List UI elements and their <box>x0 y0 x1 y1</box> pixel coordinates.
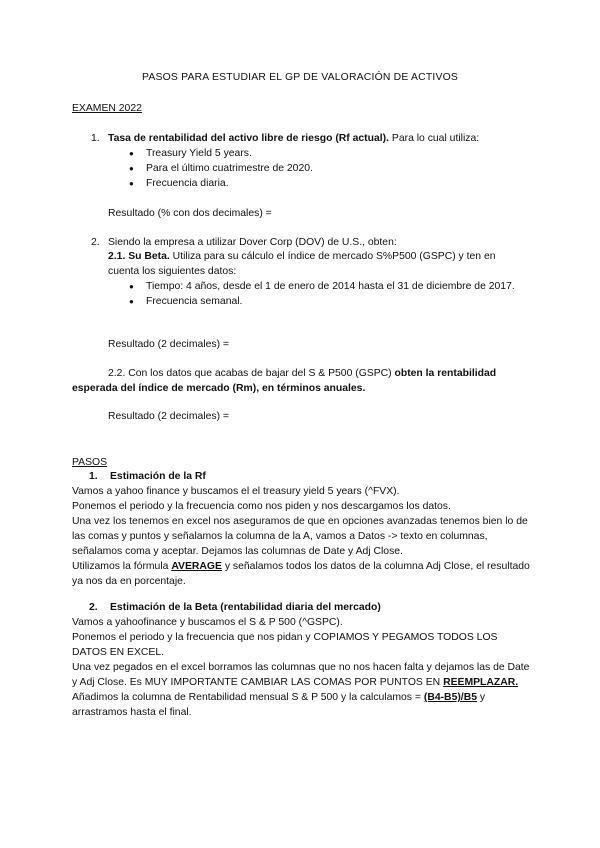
text: Añadimos la columna de Rentabilidad mensual S & P 500 y la calculamos = <box>72 692 424 703</box>
q1-heading-rest: Para lo cual utiliza: <box>389 133 480 144</box>
pasos-label: PASOS <box>72 457 108 468</box>
text: Utilizamos la fórmula <box>72 561 172 572</box>
list-item: ● Tiempo: 4 años, desde el 1 de enero de 2014 hasta el 31 de diciembre de 2017. <box>129 279 529 294</box>
list-item: ● Para el último cuatrimestre de 2020. <box>129 161 529 176</box>
paragraph: Ponemos el periodo y la frecuencia que nos pidan y COPIAMOS Y PEGAMOS TODOS LOS DATOS EN EXCEL. <box>72 632 498 658</box>
list-item: ● Frecuencia semanal. <box>129 294 529 309</box>
section-number: 2. <box>89 602 98 613</box>
formula-average: AVERAGE <box>171 561 222 572</box>
q2-sub2 <box>72 366 532 396</box>
paragraph: Vamos a yahoo finance y buscamos el el treasury yield 5 years (^FVX). <box>72 486 400 497</box>
list-item: ● Frecuencia diaria. <box>129 176 529 191</box>
q2-result1: Resultado (2 decimales) = <box>108 339 229 350</box>
q2-sub2-bold: obten la rentabilidad esperada del índice de mercado (Rm), en términos anuales. <box>72 368 497 394</box>
section-title: Estimación de la Rf <box>110 471 206 482</box>
pasos-section-1 <box>72 469 534 589</box>
q1-result: Resultado (% con dos decimales) = <box>108 208 272 219</box>
paragraph: Ponemos el periodo y la frecuencia como nos piden y nos descargamos los datos. <box>72 501 451 512</box>
page-title: PASOS PARA ESTUDIAR EL GP DE VALORACIÓN DE ACTIVOS <box>141 72 459 83</box>
q2-sub1-label: 2.1. Su Beta. <box>108 251 170 262</box>
q1-bullets <box>129 146 529 191</box>
paragraph <box>72 690 534 720</box>
paragraph <box>72 660 534 690</box>
section-title: Estimación de la Beta (rentabilidad diaria del mercado) <box>110 602 381 613</box>
q2-sub1 <box>108 249 528 279</box>
q2-intro: Siendo la empresa a utilizar Dover Corp (DOV) de U.S., obten: <box>108 237 397 248</box>
q2-sub2-text: 2.2. Con los datos que acabas de bajar del S & P500 (GSPC) <box>108 368 395 379</box>
section-heading <box>72 600 534 615</box>
pasos-section-2 <box>72 600 534 720</box>
q1-number: 1. <box>91 133 100 144</box>
q2-bullets <box>129 279 529 309</box>
section-number: 1. <box>89 471 98 482</box>
q2-number: 2. <box>91 237 100 248</box>
text: y arrastramos hasta el final. <box>72 692 486 718</box>
q2-result2: Resultado (2 decimales) = <box>108 411 229 422</box>
paragraph: Vamos a yahoofinance y buscamos el S & P 500 (^GSPC). <box>72 617 343 628</box>
text: Una vez pegados en el excel borramos las columnas que no nos hacen falta y dejamos las de Date y Adj Close. Es MUY IMPORTANTE CAMBIAR LAS COMAS POR PUNTOS EN <box>72 662 530 688</box>
text: y señalamos todos los datos de la columna Adj Close, el resultado ya nos da en porcentaje. <box>72 561 530 587</box>
q2-sub1-text: Utiliza para su cálculo el índice de mercado S%P500 (GSPC) y ten en cuenta los siguientes datos: <box>108 251 496 277</box>
q1-heading <box>108 131 528 146</box>
list-item: ● Treasury Yield 5 years. <box>129 146 529 161</box>
formula-return: (B4-B5)/B5 <box>423 692 477 703</box>
exam-label: EXAMEN 2022 <box>72 103 142 114</box>
section-heading <box>72 469 534 484</box>
paragraph <box>72 559 534 589</box>
q1-heading-bold: Tasa de rentabilidad del activo libre de riesgo (Rf actual). <box>108 133 390 144</box>
paragraph: Una vez los tenemos en excel nos aseguramos de que en opciones avanzadas tenemos bien lo de las comas y puntos y señalamos la columna de la A, vamos a Datos -> texto en columnas, señalamos coma y aceptar. Dejamos las columnas de Date y Adj Close. <box>72 516 528 557</box>
reemplazar-emphasis: REEMPLAZAR. <box>443 677 519 688</box>
